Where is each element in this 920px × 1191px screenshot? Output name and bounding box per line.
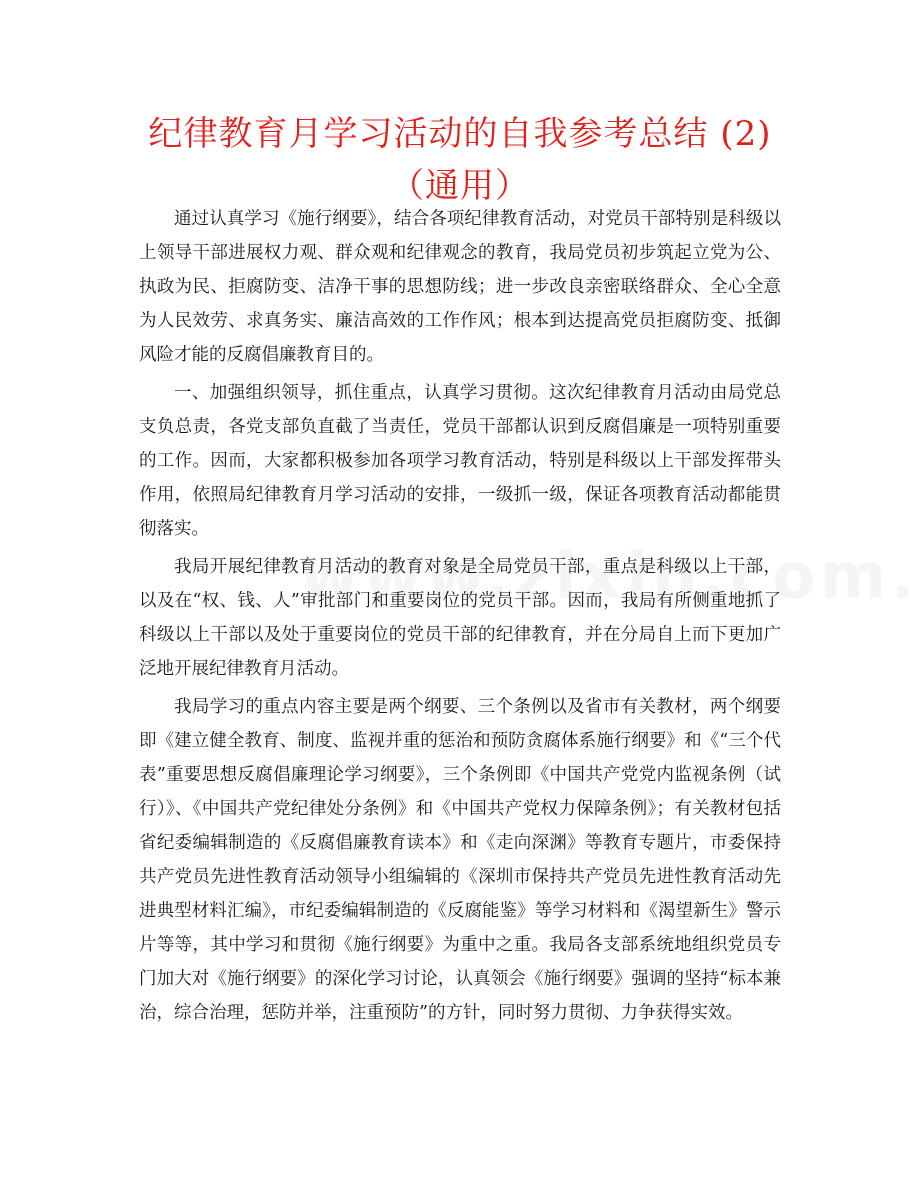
document-title: 纪律教育月学习活动的自我参考总结 (2)（通用） [148,114,772,206]
paragraph: 一、加强组织领导，抓住重点，认真学习贯彻。这次纪律教育月活动由局党总支负总责，各党支部负直截了当责任，党员干部都认识到反腐倡廉是一项特别重要的工作。因而，大家都积极参加各项学习教育活动，特别是科级以上干部发挥带头作用，依照局纪律教育月学习活动的安排，一级抓一级，保证各项教育活动都能贯彻落实。 [139,383,781,539]
document-body [139,202,781,1034]
paragraph: 我局开展纪律教育月活动的教育对象是全局党员干部，重点是科级以上干部，以及在“权、钱、人”审批部门和重要岗位的党员干部。因而，我局有所侧重地抓了科级以上干部以及处于重要岗位的党员干部的纪律教育，并在分局自上而下更加广泛地开展纪律教育月活动。 [139,557,781,679]
paragraph: 我局学习的重点内容主要是两个纲要、三个条例以及省市有关教材，两个纲要即《建立健全教育、制度、监视并重的惩治和预防贪腐体系施行纲要》和《“三个代表”重要思想反腐倡廉理论学习纲要》，三个条例即《中国共产党党内监视条例（试行）》、《中国共产党纪律处分条例》和《中国共产党权力保障条例》；有关教材包括省纪委编辑制造的《反腐倡廉教育读本》和《走向深渊》等教育专题片，市委保持共产党员先进性教育活动领导小组编辑的《深圳市保持共产党员先进性教育活动先进典型材料汇编》，市纪委编辑制造的《反腐能鉴》等学习材料和《渴望新生》警示片等等，其中学习和贯彻《施行纲要》为重中之重。我局各支部系统地组织党员专门加大对《施行纲要》的深化学习讨论，认真领会《施行纲要》强调的坚持“标本兼治，综合治理，惩防并举，注重预防”的方针，同时努力贯彻、力争获得实效。 [139,697,781,1023]
paragraph: 通过认真学习《施行纲要》，结合各项纪律教育活动，对党员干部特别是科级以上领导干部进展权力观、群众观和纪律观念的教育，我局党员初步筑起立党为公、执政为民、拒腐防变、洁净干事的思想防线；进一步改良亲密联络群众、全心全意为人民效劳、求真务实、廉洁高效的工作作风；根本到达提高党员拒腐防变、抵御风险才能的反腐倡廉教育目的。 [139,209,781,365]
